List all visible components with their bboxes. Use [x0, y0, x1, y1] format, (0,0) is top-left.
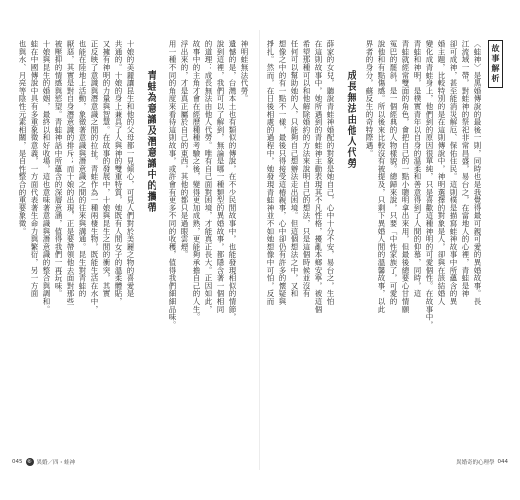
text-line: 想像之中的有一點不一樣，最後只得接受這樁親事，心中卻仍有許多的懷疑與 [278, 40, 287, 306]
page-number: 044 [497, 459, 508, 465]
text-line: 遺憾的是，台灣本土也有類似的傳說，在不少民間故事中，也能發現相似的情節， [228, 40, 237, 321]
text-line: 說他和有點傷感。所以後來比較沒有被提及，只剩下異婚人間的溫馨故事，以此 [377, 40, 386, 313]
section-heading: 青蛙為意識及潛意識中的攜帶 [145, 70, 156, 213]
text-line: 故事中的主角才會在經歷種種考驗之後，變得更加成熟，更能夠承擔自己的人生。 [192, 40, 201, 321]
text-line: 青蛙和神明，是樸實青年以自身的溫柔和善意得到了人間的仰慕，同時，這 [413, 40, 422, 298]
text-line: 的道理：成長無法由他人代勞。唯有自己面對困境，才能真正長大。正因如此， [204, 40, 213, 313]
text-line: 共通的。十娘的身上兼具了人與神的雙重特質，她既有人間女子的溫柔體貼， [114, 40, 123, 306]
text-line: 十娘與昆生的婚姻，最終以和好收場，這也意味著意識與潛意識的整合與調和。 [42, 40, 51, 313]
chapter-badge: ⑥ [27, 459, 32, 465]
section-heading: 成長無法由他人代勞 [345, 70, 356, 169]
text-line: 任何可以幫助她的人，只能夠自己想辦法走出困境。但這個想法之中，又和 [290, 40, 299, 298]
text-line: 正反映了意識與潛意識之間的拉扯。青蛙作為一種兩棲生物，既能生活在水中， [90, 40, 99, 313]
text-line: 也與水、月亮等陰性元素相關，是自性整合的重要象徵。 [18, 40, 27, 235]
text-line: 冤巴的罷斜，是一個經典的人物樣貌。總歸來說，只要「中性家族了，可愛的 [389, 40, 398, 306]
text-line: 希望那種可以和他解除婚約的方法來說明自己的想法，只是這個時候並沒有 [302, 40, 311, 298]
text-line: 變化成青蛙身上，他們到的原因很單純，只是喜歡這種神明的可愛個性。在故事中， [425, 40, 434, 329]
page-number: 045 [12, 459, 23, 465]
text-line: 神明蛙無法代勞。 [240, 40, 249, 103]
text-line: 卻可成神，甚至能消災解厄、保佑住民。這則樸是描寫蛙神故事中所蘊含的異 [449, 40, 458, 306]
text-line: 在這則故事中，她所遇到的青蛙神主動表現其不凡性格，擾亂本鄉安寧，被這個 [314, 40, 323, 313]
text-line: 界者的身分，蘇反生的奇特際遇。 [365, 40, 374, 157]
text-line: 被壓抑的情感與慾望。青蛙神話中所蘊含的深層意涵，值得我們一再玩味。 [54, 40, 63, 298]
text-line: 十娘的美麗讓昆生和他的父母都一見傾心，可見人們對於美麗之物的喜愛是 [126, 40, 135, 298]
footer-chapter-title: 異婚／四・蛙神 [36, 460, 76, 466]
text-line: 厭惡，其實是對自身潛意識的排斥；而十娘的出現，正是要帶領他去面對那些 [66, 40, 75, 306]
text-line: 〈蛙神〉是黑婚傳說的最後一則，同時也是我覺得最可親可愛的異婚故事。長 [473, 40, 482, 306]
left-footer [12, 458, 75, 466]
text-line: 江流域一帶，對蛙神的祭祀非常昌盛，易台之，在當地人的心裡，青蛙是神 [461, 40, 470, 298]
story-analysis-tag: 故事解析 [488, 40, 503, 88]
text-line: 也能在陸地上活動，象徵著意識與潛意識之間的往來與溝通。昆生對青蛙的 [78, 40, 87, 298]
text-line: 青蛙就經常雙面的角色，會把自己的一點小聰明拿出來用，但最後總要心甘情願 [401, 40, 410, 313]
text-line: 婚主題，比較特別的是在這則傳說中，神明選擇的對象是人，卻與在該結婚人 [437, 40, 446, 306]
text-line: 又擁有神明的力量與智慧。在故事的發展中，十娘與昆生之間的衝突，其實 [102, 40, 111, 298]
text-line: 薛家的女兒，聽說青蛙神婚配的對象是她自己，心中十分不安，易台之，生怕 [326, 40, 335, 306]
text-line: 掙扎。然而，在日後相處的過程中，她發現青蛙神並不如她想像中可怕，反而 [266, 40, 275, 306]
right-footer [456, 458, 508, 466]
right-page [260, 0, 520, 500]
footer-book-title: 異婚奇的心理學 [455, 460, 495, 466]
text-line: 說到這裡，我們可以了解到，無論是哪一種類型的異婚故事，都隱含著一個相同 [216, 40, 225, 313]
text-line: 蛙在中國傳說中具有多重象徵意義，一方面代表著生命力與繁衍，另一方面 [30, 40, 39, 298]
text-line: 用一種不同的角度來看待這則故事，或許會有更多不同的收穫，值得我們細細品味。 [168, 40, 177, 329]
text-line: 浮出來的，才是真正屬於自己的東西，其他的都只是過眼雲煙。 [180, 40, 189, 259]
